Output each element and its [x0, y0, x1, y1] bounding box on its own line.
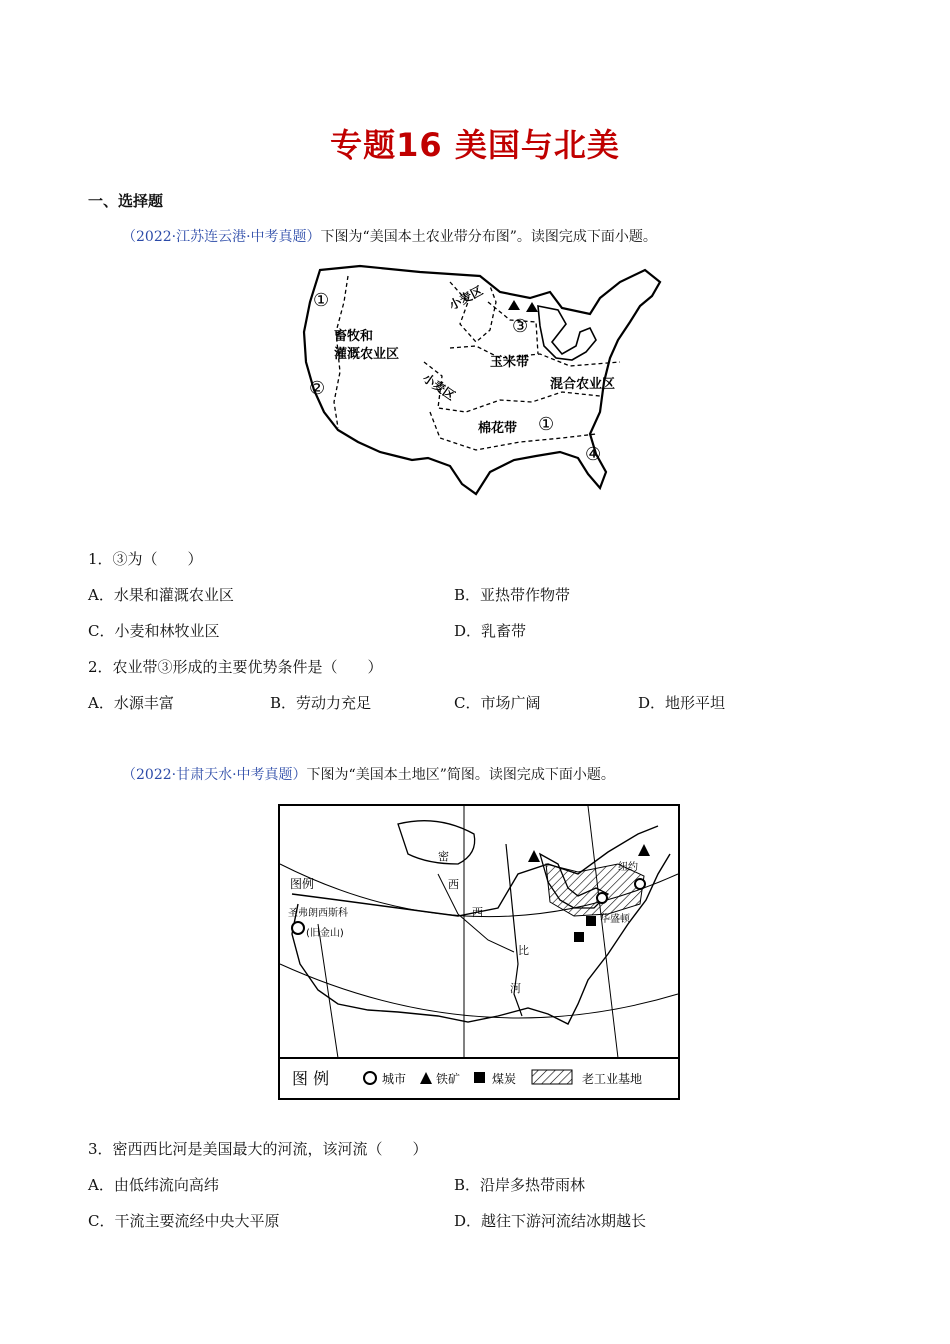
legend-title: 图 例 [292, 1069, 330, 1088]
label-wheat-north: 小麦区 [446, 283, 486, 313]
label-cotton: 棉花带 [478, 421, 518, 436]
q1-option-d[interactable]: D．乳畜带 [454, 622, 527, 640]
q2-option-d[interactable]: D．地形平坦 [638, 694, 726, 712]
us-mainland-svg [278, 804, 680, 1100]
coal-mark-1 [586, 916, 596, 926]
q2-option-b[interactable]: B．劳动力充足 [270, 694, 372, 712]
marker-4: ④ [585, 444, 602, 465]
agriculture-belt-map [300, 262, 670, 512]
iron-triangle-1 [508, 300, 520, 310]
section-heading: 一、选择题 [88, 192, 164, 210]
q2-option-c[interactable]: C．市场广阔 [454, 694, 541, 712]
q3-option-d[interactable]: D．越往下游河流结冰期越长 [454, 1212, 647, 1230]
inset-legend-title: 图例 [290, 877, 315, 891]
coal-mark-2 [574, 932, 584, 942]
city-sf-label: 圣弗朗西斯科 [288, 908, 348, 919]
q1-option-b[interactable]: B．亚热带作物带 [454, 586, 571, 604]
city-ny-label: 纽约 [618, 862, 638, 873]
river-char-2: 西 [448, 878, 459, 891]
group2-intro-text: 下图为“美国本土地区”简图。读图完成下面小题。 [306, 767, 615, 783]
q3-option-c[interactable]: C．干流主要流经中央大平原 [88, 1212, 280, 1230]
border-corn [450, 346, 620, 366]
marker-3: ③ [512, 316, 529, 337]
label-mixed: 混合农业区 [550, 377, 616, 392]
legend-base-icon [532, 1070, 572, 1084]
legend-base: 老工业基地 [582, 1072, 643, 1086]
us-mainland-map [278, 804, 680, 1100]
label-wheat-south: 小麦区 [420, 370, 458, 404]
city-dc-mark [597, 893, 607, 903]
river-char-1: 密 [438, 850, 449, 863]
label-livestock: 畜牧和 [334, 329, 374, 344]
legend-city: 城市 [382, 1072, 407, 1086]
q1-option-a[interactable]: A．水果和灌溉农业区 [88, 586, 234, 604]
q2-option-a[interactable]: A．水源丰富 [88, 694, 174, 712]
group2-intro [122, 764, 615, 784]
q1-stem: 1．③为（ ） [88, 550, 203, 568]
iron-triangle-2 [526, 302, 538, 312]
q2-stem: 2．农业带③形成的主要优势条件是（ ） [88, 658, 383, 676]
q3-option-a[interactable]: A．由低纬流向高纬 [88, 1176, 219, 1194]
q3-stem: 3．密西西比河是美国最大的河流，该河流（ ） [88, 1140, 428, 1158]
legend-iron: 铁矿 [436, 1072, 461, 1086]
label-corn: 玉米带 [490, 355, 530, 370]
river-char-3: 西 [472, 906, 483, 919]
page-title: 专题16 美国与北美 [330, 126, 620, 164]
legend-coal: 煤炭 [492, 1072, 517, 1086]
marker-1: ① [313, 290, 330, 311]
city-ny-mark [635, 879, 645, 889]
group1-source: （2022·江苏连云港·中考真题） [122, 229, 321, 245]
group2-source: （2022·甘肃天水·中考真题） [122, 767, 307, 783]
city-sf-mark [292, 922, 304, 934]
label-irrigation: 灌溉农业区 [334, 347, 400, 362]
q1-option-c[interactable]: C．小麦和林牧业区 [88, 622, 220, 640]
river-char-4: 比 [518, 944, 529, 957]
group1-intro-text: 下图为“美国本土农业带分布图”。读图完成下面小题。 [320, 229, 657, 245]
q3-option-b[interactable]: B．沿岸多热带雨林 [454, 1176, 586, 1194]
group1-intro [122, 226, 657, 246]
river-char-5: 河 [510, 982, 521, 995]
legend-city-icon [364, 1072, 376, 1084]
city-sf2-label: (旧金山) [306, 928, 344, 939]
city-dc-label: 华盛顿 [600, 914, 630, 925]
agriculture-map-svg [300, 262, 670, 512]
marker-2: ② [309, 378, 326, 399]
legend-coal-icon [474, 1072, 485, 1083]
marker-1b: ① [538, 414, 555, 435]
